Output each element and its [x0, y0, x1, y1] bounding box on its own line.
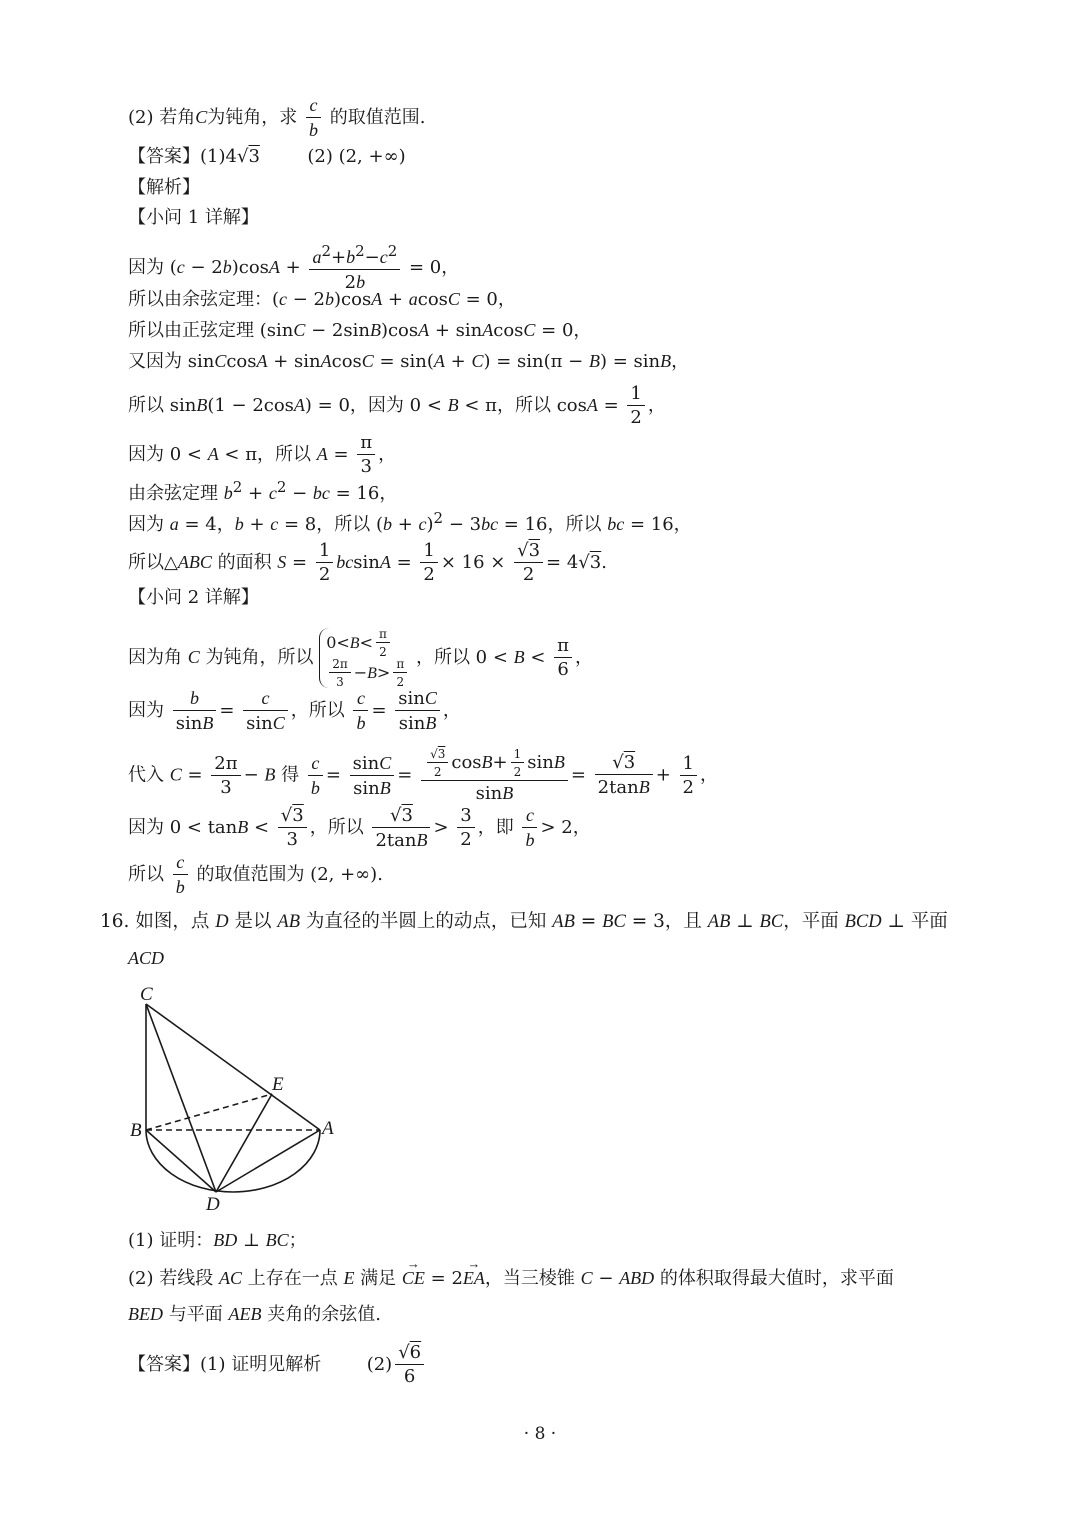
fraction-c-over-b: $\frac{c}{b}$ [306, 96, 321, 140]
step-3: 所以由正弦定理 (sinC − 2sinB)cosA + sinAcosC = 0， [128, 320, 592, 341]
segment-ed [216, 1094, 272, 1192]
problem-16-part-2-line-2: BED 与平面 AEB 夹角的余弦值. [128, 1304, 381, 1325]
problem-number: 16. [100, 911, 130, 932]
segment-cd [146, 1004, 216, 1192]
answer-line: 【答案】(1)4√3 (2) (2, +∞) [128, 146, 406, 167]
analysis-heading: 【解析】 [128, 177, 200, 198]
step-10: 因为角 C 为钝角，所以 0<B< $\frac{\pi}{2}$ $\frac{2\pi}{3}$ −B> $\frac{\pi}{2}$ ，所以 0 < B < $\frac{\pi}{6}$ ， [128, 627, 594, 689]
sub-question-1-heading: 【小问 1 详解】 [128, 207, 259, 228]
sub-question-2-heading: 【小问 2 详解】 [128, 587, 259, 608]
question-2-mid: 为钝角，求 [207, 107, 298, 128]
page-number: · 8 · [523, 1424, 557, 1444]
problem-16-part-1: (1) 证明：BD ⊥ BC； [128, 1230, 307, 1251]
question-2-prefix: (2) 若角 [128, 107, 196, 128]
problem-16-part-2-line-1: (2) 若线段 AC 上存在一点 E 满足 → CE = 2→ EA，当三棱锥 C − ABD 的体积取得最大值时，求平面 [128, 1266, 894, 1291]
label-e: E [272, 1074, 284, 1095]
segment-be-dashed [146, 1094, 272, 1130]
step-7: 由余弦定理 $b^2 + c^2$ − bc = 16， [128, 478, 398, 504]
segment-ad [216, 1130, 320, 1192]
problem-16-line-1: 16. 如图，点 D 是以 AB 为直径的半圆上的动点，已知 AB = BC = 3，且 AB ⊥ BC，平面 BCD ⊥ 平面 [100, 911, 948, 932]
step-1: 因为 (c − 2b)cosA + $\frac{a^2+b^2-c^2}{2b}$ = 0， [128, 242, 460, 293]
step-12: 代入 C = $\frac{2\pi}{3}$ − B 得 $\frac{c}{b}$ = $\frac{\sin C}{\sin B}$ = $\frac{√3}{2}$ cosB+ $\frac{1}{2}$ sinB sinB = $\frac{√3}{2\tan B}$ + $\frac{1}{2}$ ， [128, 747, 718, 804]
problem-16-answer: 【答案】(1) 证明见解析 (2) $\frac{√6}{6}$ [128, 1344, 427, 1386]
step-13: 因为 0 < tanB < $\frac{√3}{3}$ ，所以 $\frac{√3}{2\tan B}$ > $\frac{3}{2}$ ，即 $\frac{c}{b}$ > 2， [128, 804, 591, 851]
label-a: A [322, 1118, 334, 1139]
answer-part-1: (1)4 [200, 146, 237, 167]
step-6: 因为 0 < A < π，所以 A = $\frac{\pi}{3}$ ， [128, 432, 397, 477]
step-2: 所以由余弦定理：(c − 2b)cosA + acosC = 0， [128, 289, 516, 310]
step-11: 因为 $\frac{b}{\sin B}$ = $\frac{c}{\sin C}$ ，所以 $\frac{c}{b}$ = $\frac{\sin C}{\sin B}$ ， [128, 688, 461, 734]
step-14: 所以 $\frac{c}{b}$ 的取值范围为 (2, +∞). [128, 852, 383, 897]
answer-part-2: (2) (2, +∞) [307, 146, 406, 167]
question-2-line: (2) 若角C为钝角，求 $\frac{c}{b}$ 的取值范围. [128, 95, 426, 140]
label-b: B [130, 1120, 142, 1141]
step-8: 因为 a = 4，b + c = 8，所以 $(b + c)^2 - 3bc = 16$，所以 bc = 16， [128, 509, 692, 535]
step-9: 所以△ABC 的面积 S = $\frac{1}{2}$ bcsinA = $\frac{1}{2}$ × 16 × $\frac{√3}{2}$ = 4√3. [128, 540, 607, 585]
segment-bd [146, 1130, 216, 1192]
label-d: D [206, 1194, 220, 1215]
problem-16-line-2: ACD [128, 948, 164, 968]
segment-ca [146, 1004, 320, 1130]
label-c: C [140, 984, 153, 1005]
question-2-suffix: 的取值范围. [329, 107, 426, 128]
answer-tag: 【答案】 [128, 146, 200, 167]
step-4: 又因为 sinCcosA + sinAcosC = sin(A + C) = sin(π − B) = sinB， [128, 351, 690, 372]
geometry-figure [120, 978, 360, 1218]
step-5: 所以 sinB(1 − 2cosA) = 0，因为 0 < B < π，所以 cosA = $\frac{1}{2}$ ， [128, 383, 666, 428]
